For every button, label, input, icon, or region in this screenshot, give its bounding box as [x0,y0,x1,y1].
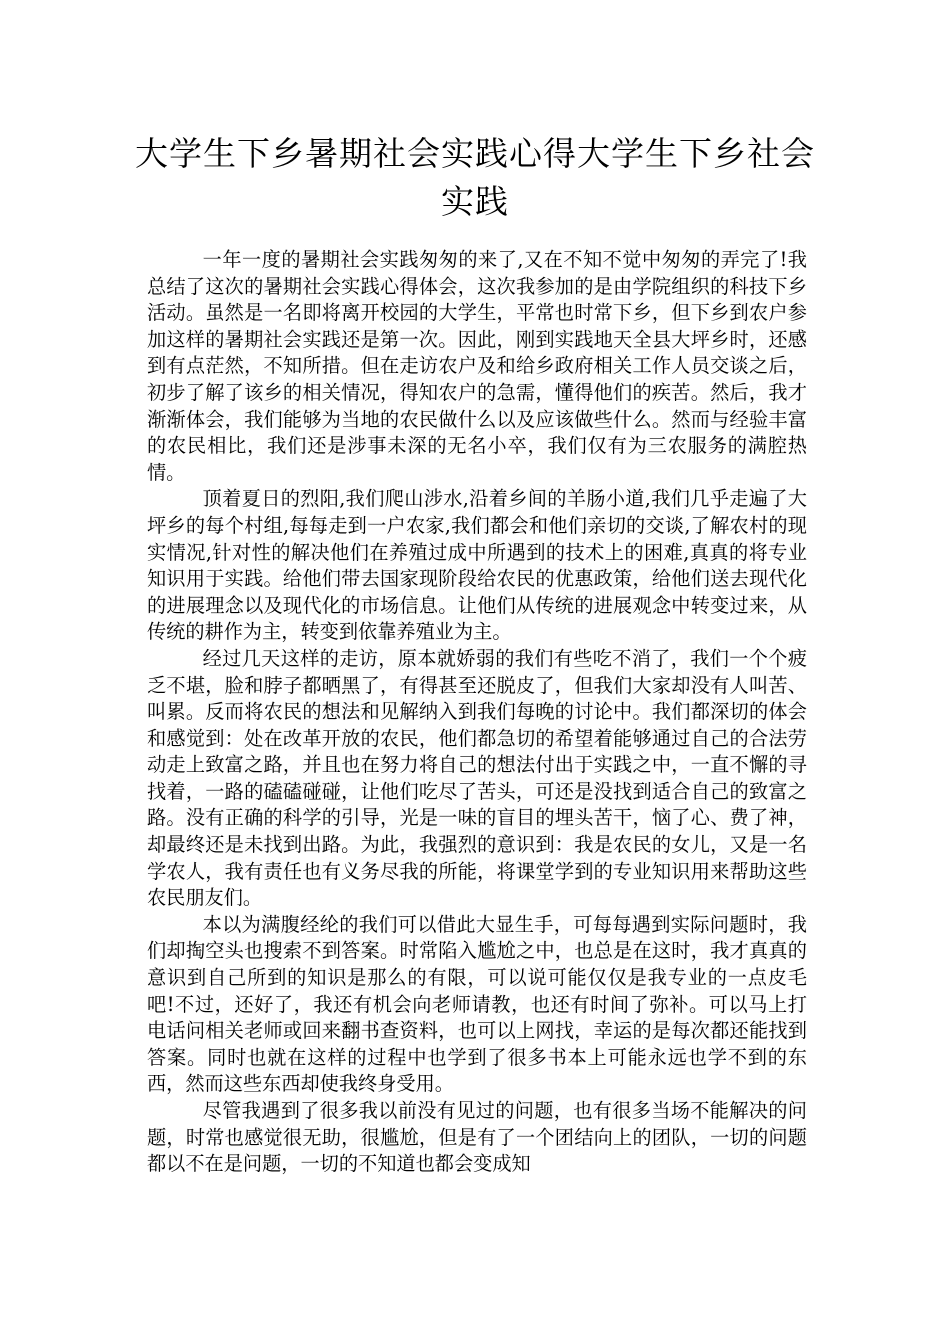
document-body [147,247,807,1178]
document-title: 大学生下乡暑期社会实践心得大学生下乡社会实践 [135,134,815,221]
paragraph-3: 经过几天这样的走访，原本就娇弱的我们有些吃不消了，我们一个个疲乏不堪，脸和脖子都晒黑了，有得甚至还脱皮了，但我们大家却没有人叫苦、叫累。反而将农民的想法和见解纳入到我们每晚的讨论中。我们都深切的体会和感觉到：处在改革开放的农民，他们都急切的希望着能够通过自己的合法劳动走上致富之路，并且也在努力将自己的想法付出于实践之中，一直不懈的寻找着，一路的磕磕碰碰，让他们吃尽了苦头，可还是没找到适合自己的致富之路。没有正确的科学的引导，光是一味的盲目的埋头苦干，恼了心、费了神，却最终还是未找到出路。为此，我强烈的意识到：我是农民的女儿，又是一名学农人，我有责任也有义务尽我的所能，将课堂学到的专业知识用来帮助这些农民朋友们。 [147,646,807,910]
paragraph-5: 尽管我遇到了很多我以前没有见过的问题，也有很多当场不能解决的问题，时常也感觉很无助，很尴尬，但是有了一个团结向上的团队，一切的问题都以不在是问题，一切的不知道也都会变成知 [147,1099,807,1176]
paragraph-4: 本以为满腹经纶的我们可以借此大显生手，可每每遇到实际问题时，我们却掏空头也搜索不到答案。时常陷入尴尬之中，也总是在这时，我才真真的意识到自己所到的知识是那么的有限，可以说可能仅仅是我专业的一点皮毛吧!不过，还好了，我还有机会向老师请教，也还有时间了弥补。可以马上打电话问相关老师或回来翻书查资料，也可以上网找，幸运的是每次都还能找到答案。同时也就在这样的过程中也学到了很多书本上可能永远也学不到的东西，然而这些东西却使我终身受用。 [147,912,807,1096]
paragraph-2: 顶着夏日的烈阳,我们爬山涉水,沿着乡间的羊肠小道,我们几乎走遍了大坪乡的每个村组,每每走到一户农家,我们都会和他们亲切的交谈,了解农村的现实情况,针对性的解决他们在养殖过成中所遇到的技术上的困难,真真的将专业知识用于实践。给他们带去国家现阶段给农民的优惠政策，给他们送去现代化的进展理念以及现代化的市场信息。让他们从传统的进展观念中转变过来，从传统的耕作为主，转变到依靠养殖业为主。 [147,487,807,644]
paragraph-1: 一年一度的暑期社会实践匆匆的来了,又在不知不觉中匆匆的弄完了!我总结了这次的暑期社会实践心得体会，这次我参加的是由学院组织的科技下乡活动。虽然是一名即将离开校园的大学生，平常也时常下乡，但下乡到农户参加这样的暑期社会实践还是第一次。因此，刚到实践地天全县大坪乡时，还感到有点茫然，不知所措。但在走访农户及和给乡政府相关工作人员交谈之后，初步了解了该乡的相关情况，得知农户的急需，懂得他们的疾苦。然后，我才渐渐体会，我们能够为当地的农民做什么以及应该做些什么。然而与经验丰富的农民相比，我们还是涉事未深的无名小卒，我们仅有为三农服务的满腔热情。 [147,248,807,484]
